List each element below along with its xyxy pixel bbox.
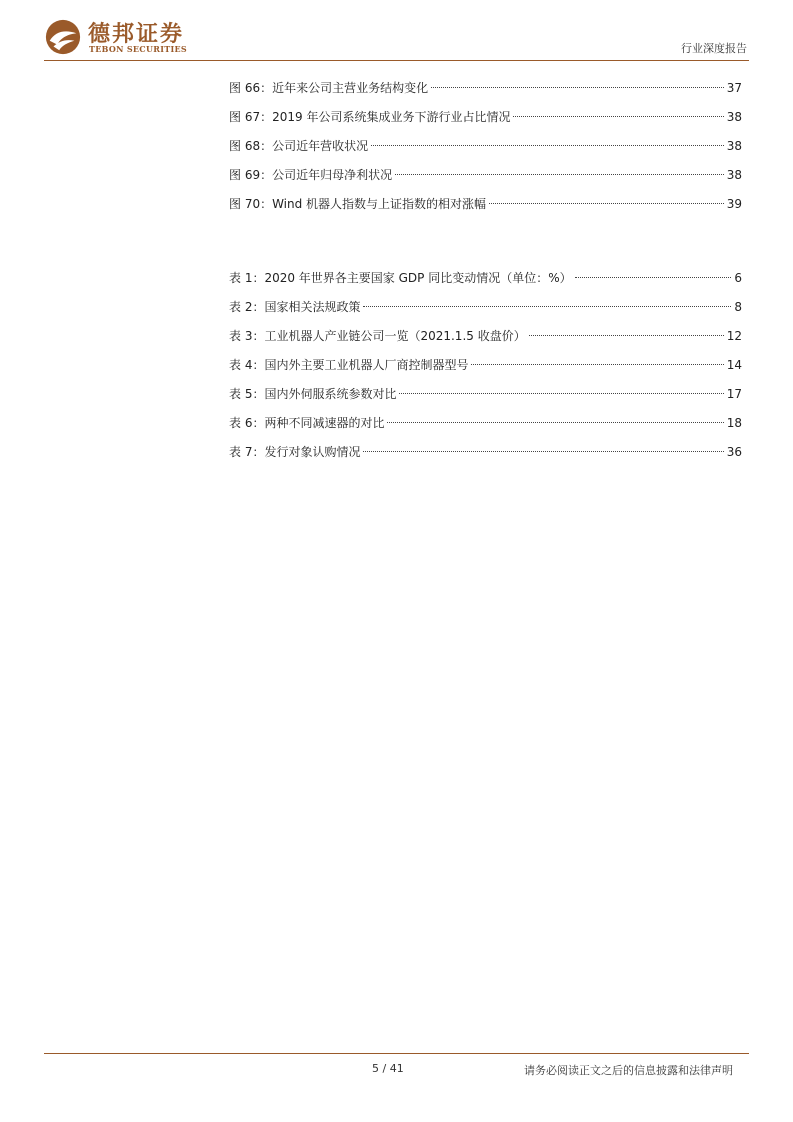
page-number: 5 / 41 <box>372 1062 404 1075</box>
page-header <box>0 0 793 64</box>
toc-entry[interactable] <box>229 293 742 322</box>
tebon-logo-icon <box>44 18 82 56</box>
toc-entry-label: 图 70：Wind 机器人指数与上证指数的相对涨幅 <box>229 197 487 211</box>
toc-entry-label: 表 5：国内外伺服系统参数对比 <box>229 387 397 401</box>
toc-leader-dots <box>471 364 723 365</box>
toc-entry-page: 38 <box>726 110 742 124</box>
toc-entry-page: 8 <box>734 300 742 314</box>
toc-entry-page: 38 <box>726 139 742 153</box>
disclaimer-note: 请务必阅读正文之后的信息披露和法律声明 <box>524 1064 733 1077</box>
toc-entry[interactable] <box>229 322 742 351</box>
toc-entry[interactable] <box>229 380 742 409</box>
footer-divider <box>44 1053 749 1054</box>
toc-entry[interactable] <box>229 132 742 161</box>
toc-entry-label: 表 2：国家相关法规政策 <box>229 300 361 314</box>
toc-entry-label: 表 1：2020 年世界各主要国家 GDP 同比变动情况（单位：%） <box>229 271 572 285</box>
toc-leader-dots <box>489 203 724 204</box>
toc-leader-dots <box>363 451 723 452</box>
toc-entry-label: 表 3：工业机器人产业链公司一览（2021.1.5 收盘价） <box>229 329 526 343</box>
toc-entry[interactable] <box>229 74 742 103</box>
toc-entry-label: 图 69：公司近年归母净利状况 <box>229 168 393 182</box>
brand-name-cn: 德邦证券 <box>88 21 185 47</box>
toc-leader-dots <box>395 174 724 175</box>
toc-entry[interactable] <box>229 409 742 438</box>
toc-entry[interactable] <box>229 161 742 190</box>
toc-entry-page: 6 <box>734 271 742 285</box>
table-list <box>229 264 742 467</box>
figure-list <box>229 74 742 219</box>
toc-leader-dots <box>363 306 731 307</box>
toc-entry-label: 图 67：2019 年公司系统集成业务下游行业占比情况 <box>229 110 511 124</box>
toc-entry[interactable] <box>229 351 742 380</box>
toc-entry[interactable] <box>229 264 742 293</box>
toc-entry-page: 18 <box>726 416 742 430</box>
toc-leader-dots <box>513 116 723 117</box>
toc-entry-label: 图 66：近年来公司主营业务结构变化 <box>229 81 429 95</box>
toc-entry-page: 17 <box>726 387 742 401</box>
toc-entry-label: 表 4：国内外主要工业机器人厂商控制器型号 <box>229 358 469 372</box>
toc-leader-dots <box>431 87 724 88</box>
toc-entry-page: 37 <box>726 81 742 95</box>
toc-entry[interactable] <box>229 190 742 219</box>
toc-leader-dots <box>371 145 724 146</box>
tebon-logo <box>44 16 214 60</box>
header-divider <box>44 60 749 61</box>
toc-entry-label: 表 7：发行对象认购情况 <box>229 445 361 459</box>
toc-entry-label: 表 6：两种不同减速器的对比 <box>229 416 385 430</box>
brand-name-en: TEBON SECURITIES <box>89 44 188 54</box>
toc-leader-dots <box>575 277 732 278</box>
toc-entry[interactable] <box>229 103 742 132</box>
toc-entry[interactable] <box>229 438 742 467</box>
toc-leader-dots <box>387 422 723 423</box>
toc-leader-dots <box>529 335 724 336</box>
report-type: 行业深度报告 <box>681 42 747 55</box>
toc-entry-page: 38 <box>726 168 742 182</box>
toc-entry-page: 39 <box>726 197 742 211</box>
toc-entry-page: 14 <box>726 358 742 372</box>
toc-entry-page: 12 <box>726 329 742 343</box>
toc-entry-page: 36 <box>726 445 742 459</box>
toc-leader-dots <box>399 393 723 394</box>
toc-entry-label: 图 68：公司近年营收状况 <box>229 139 369 153</box>
